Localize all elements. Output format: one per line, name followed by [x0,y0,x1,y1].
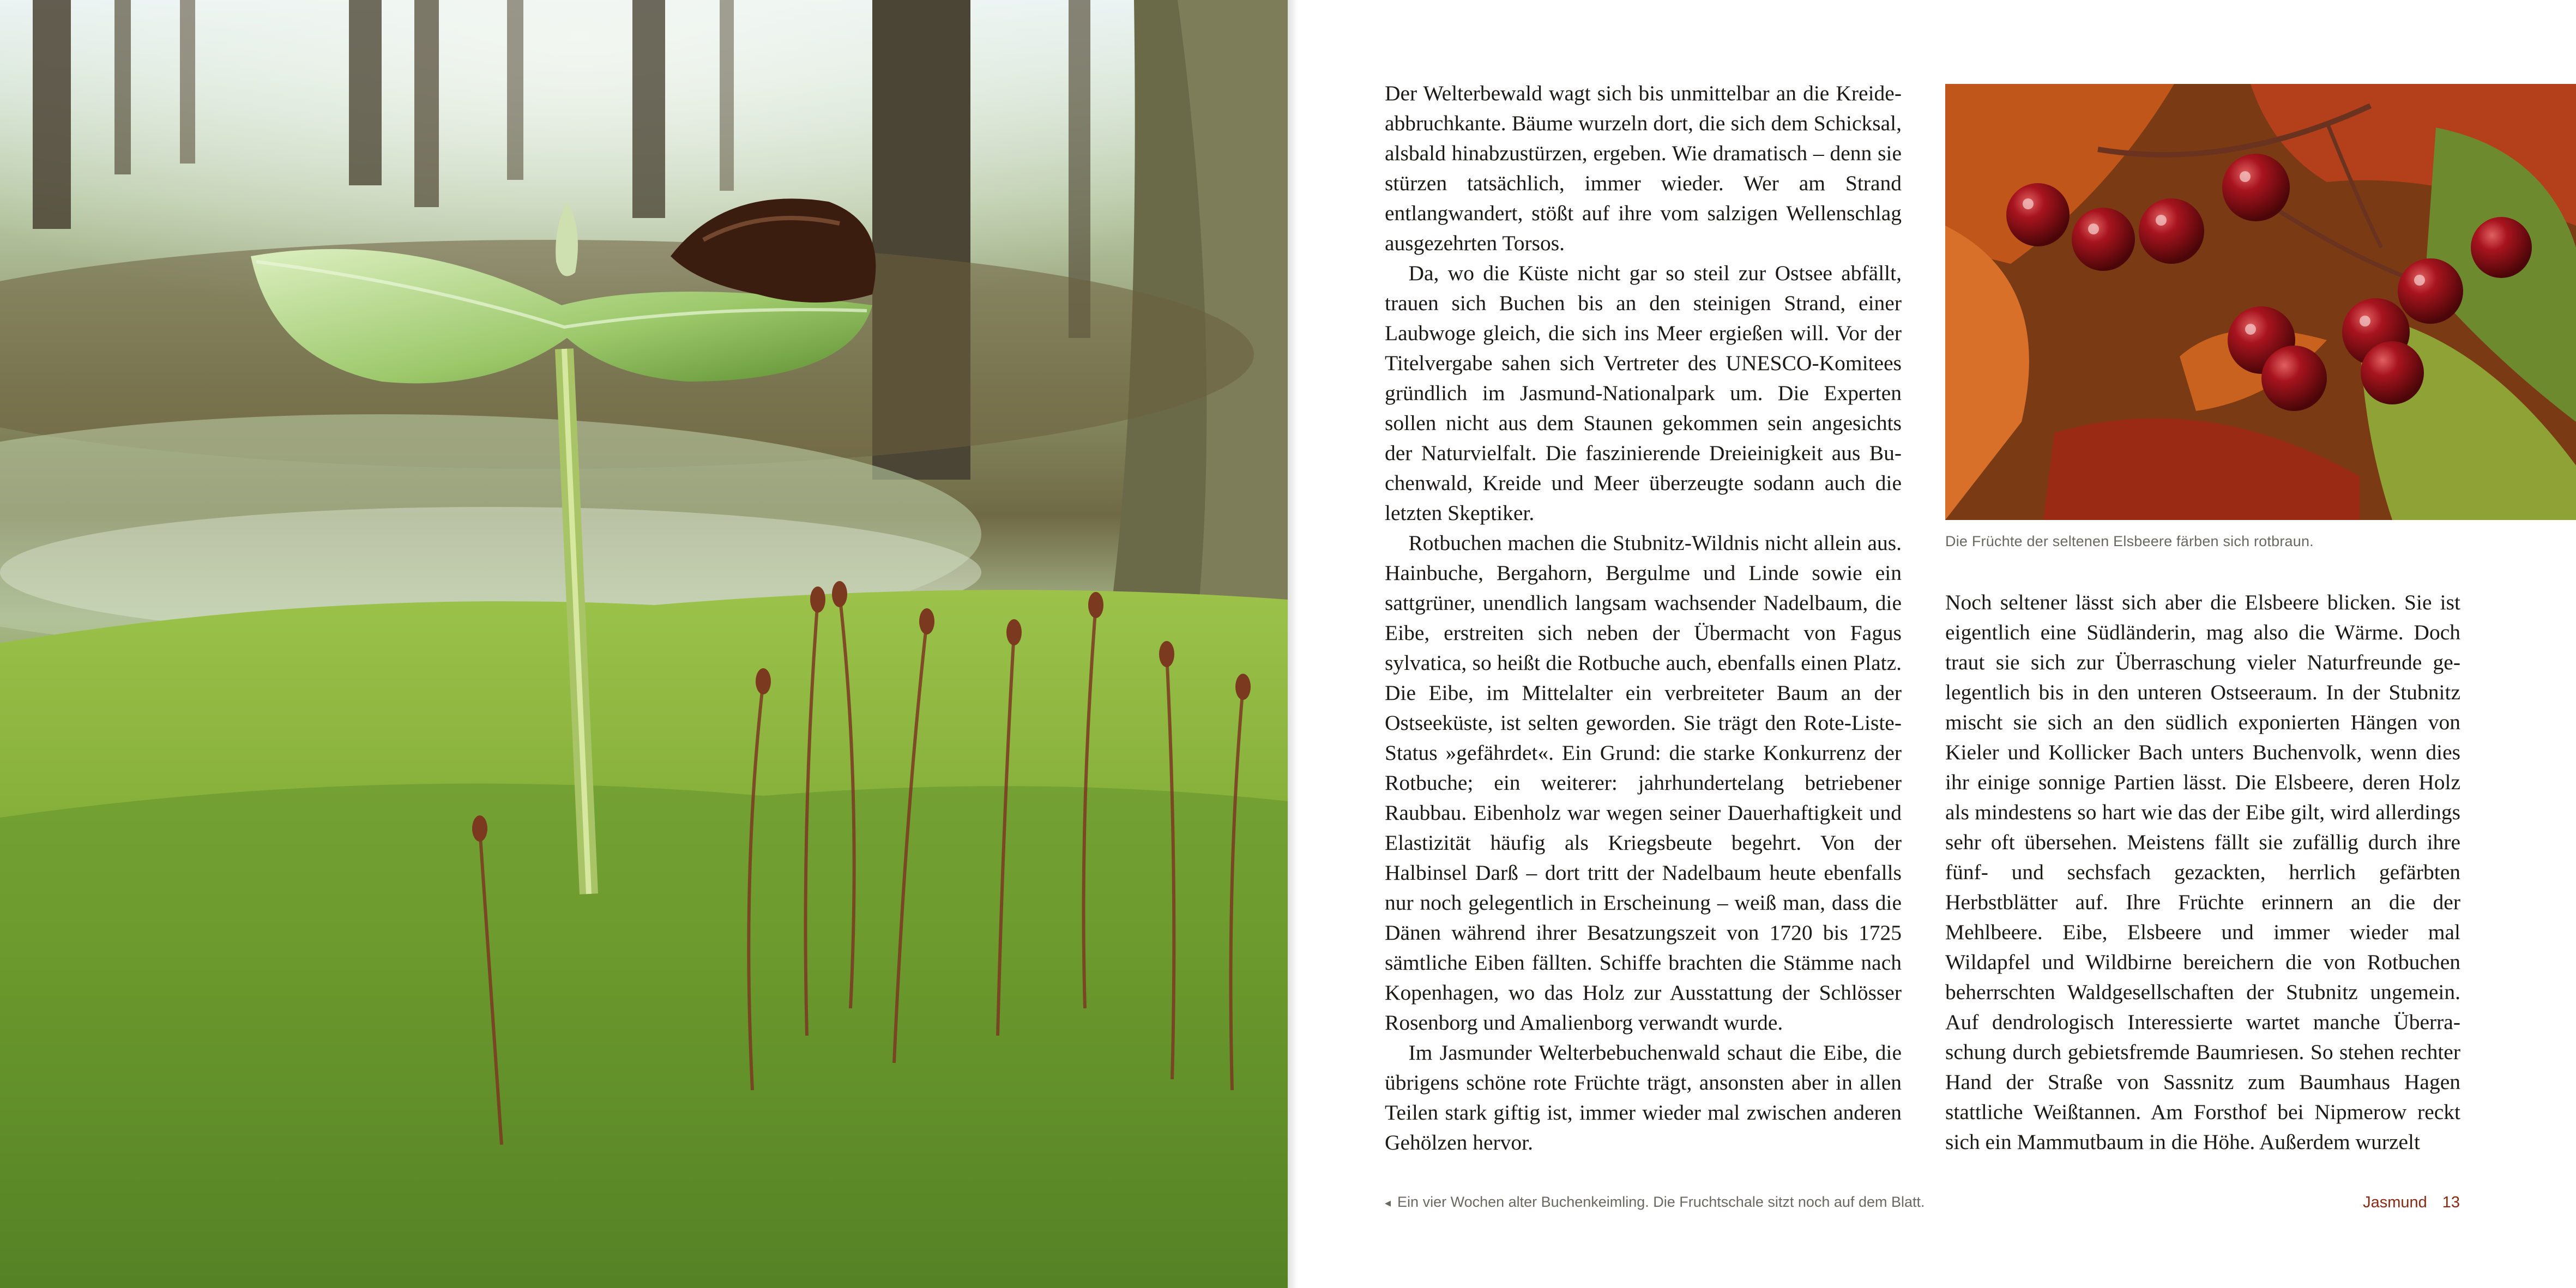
paragraph: Rotbuchen machen die Stubnitz-Wildnis nicht allein aus. Hainbuche, Bergahorn, Bergulme und Linde sowie ein sattgrüner, unendlich langsam wachsender Nadelbaum, die Eibe, erstreiten sich neben der Übermacht von Fagus sylvatica, so heißt die Rotbuche auch, ebenfalls einen Platz. Die Eibe, im Mittelalter ein verbreiteter Baum an der Ostseeküste, ist selten geworden. Sie trägt den Rote-Liste-Status »gefährdet«. Ein Grund: die starke Konkurrenz der Rotbuche; ein weiterer: jahrhundertelang betriebener Raubbau. Eibenholz war wegen seiner Dauerhaftigkeit und Elastizität häufig als Kriegsbeute begehrt. Von der Halbinsel Darß – dort tritt der Nadelbaum heute ebenfalls nur noch gelegentlich in Erscheinung – weiß man, dass die Dänen während ihrer Besatzungszeit von 1720 bis 1725 sämtliche Eiben fällten. Schiffe brachten die Stämme nach Kopenhagen, wo das Holz zur Ausstattung der Schlösser Rosenborg und Amalienborg verwandt wurde. [1385,531,1902,1035]
page-number: 13 [2442,1194,2460,1211]
paragraph: Noch seltener lässt sich aber die Elsbeere blicken. Sie ist eigentlich eine Südländerin, mag also die Wärme. Doch traut sie sich zur Überraschung vieler Naturfreunde gelegentlich bis in den unteren Ostseeraum. In der Stubnitz mischt sie sich an den südlich exponierten Hängen von Kieler und Kollicker Bach unters Buchenvolk, wenn dies ihr einige sonnige Partien lässt. Die Elsbeere, deren Holz als mindestens so hart wie das der Eibe gilt, wird allerdings sehr oft übersehen. Meistens fällt sie zufällig durch ihre fünf- und sechsfach gezackten, herrlich gefärbten Herbstblätter auf. Ihre Früchte erinnern an die der Mehlbeere. Eibe, Elsbeere und immer wieder mal Wildapfel und Wildbirne bereichern die von Rotbuchen beherrschten Waldgesellschaften der Stubnitz ungemein. Auf dendrologisch Interessierte wartet manche Überraschung durch gebietsfremde Baumriesen. So stehen rechter Hand der Straße von Sassnitz zum Baumhaus Hagen stattliche Weißtannen. Am Forsthof bei Nipmerow reckt sich ein Mammutbaum in die Höhe. Außerdem wurzelt [1945,590,2460,1154]
text-column-2 [1945,588,2460,1157]
page-footer [2363,1194,2460,1212]
photo-caption-left-text: Ein vier Wochen alter Buchenkeimling. Die Fruchtschale sitzt noch auf dem Blatt. [1397,1194,1925,1210]
berries-photo-drawing [1945,84,2576,520]
paragraph: Im Jasmunder Welterbebuchenwald schaut die Eibe, die übrigens schöne rote Früchte trägt, ansonsten aber in allen Teilen stark giftig ist, immer wieder mal zwischen anderen Gehölzen hervor. [1385,1041,1902,1154]
left-arrow-icon: ◂ [1385,1196,1391,1210]
gutter-shadow [1288,0,1298,1288]
text-column-1 [1385,78,1902,1158]
photo-caption-left [1385,1194,1925,1211]
photo-caption-right: Die Früchte der seltenen Elsbeere färben sich rotbraun. [1945,533,2314,549]
paragraph: Da, wo die Küste nicht gar so steil zur Ostsee abfällt, trauen sich Buchen bis an den steinigen Strand, einer Laubwoge gleich, die sich ins Meer ergießen will. Vor der Titelvergabe sahen sich Vertreter des UNESCO-Komitees gründlich im Jasmund-Nationalpark um. Die Experten sollen nicht aus dem Staunen gekommen sein angesichts der Naturvielfalt. Die faszinierende Dreieinigkeit aus Buchenwald, Kreide und Meer überzeugte sodann auch die letzten Skeptiker. [1385,261,1902,525]
paragraph: Der Welterbewald wagt sich bis unmittelbar an die Kreideabbruchkante. Bäume wurzeln dort, die sich dem Schicksal, alsbald hinabzustürzen, ergeben. Wie dramatisch – denn sie stürzen tatsächlich, immer wieder. Wer am Strand entlangwandert, stößt auf ihre vom salzigen Wellenschlag ausgezehrten Torsos. [1385,81,1902,255]
berries-photo [1945,84,2576,520]
section-title: Jasmund [2363,1194,2427,1211]
